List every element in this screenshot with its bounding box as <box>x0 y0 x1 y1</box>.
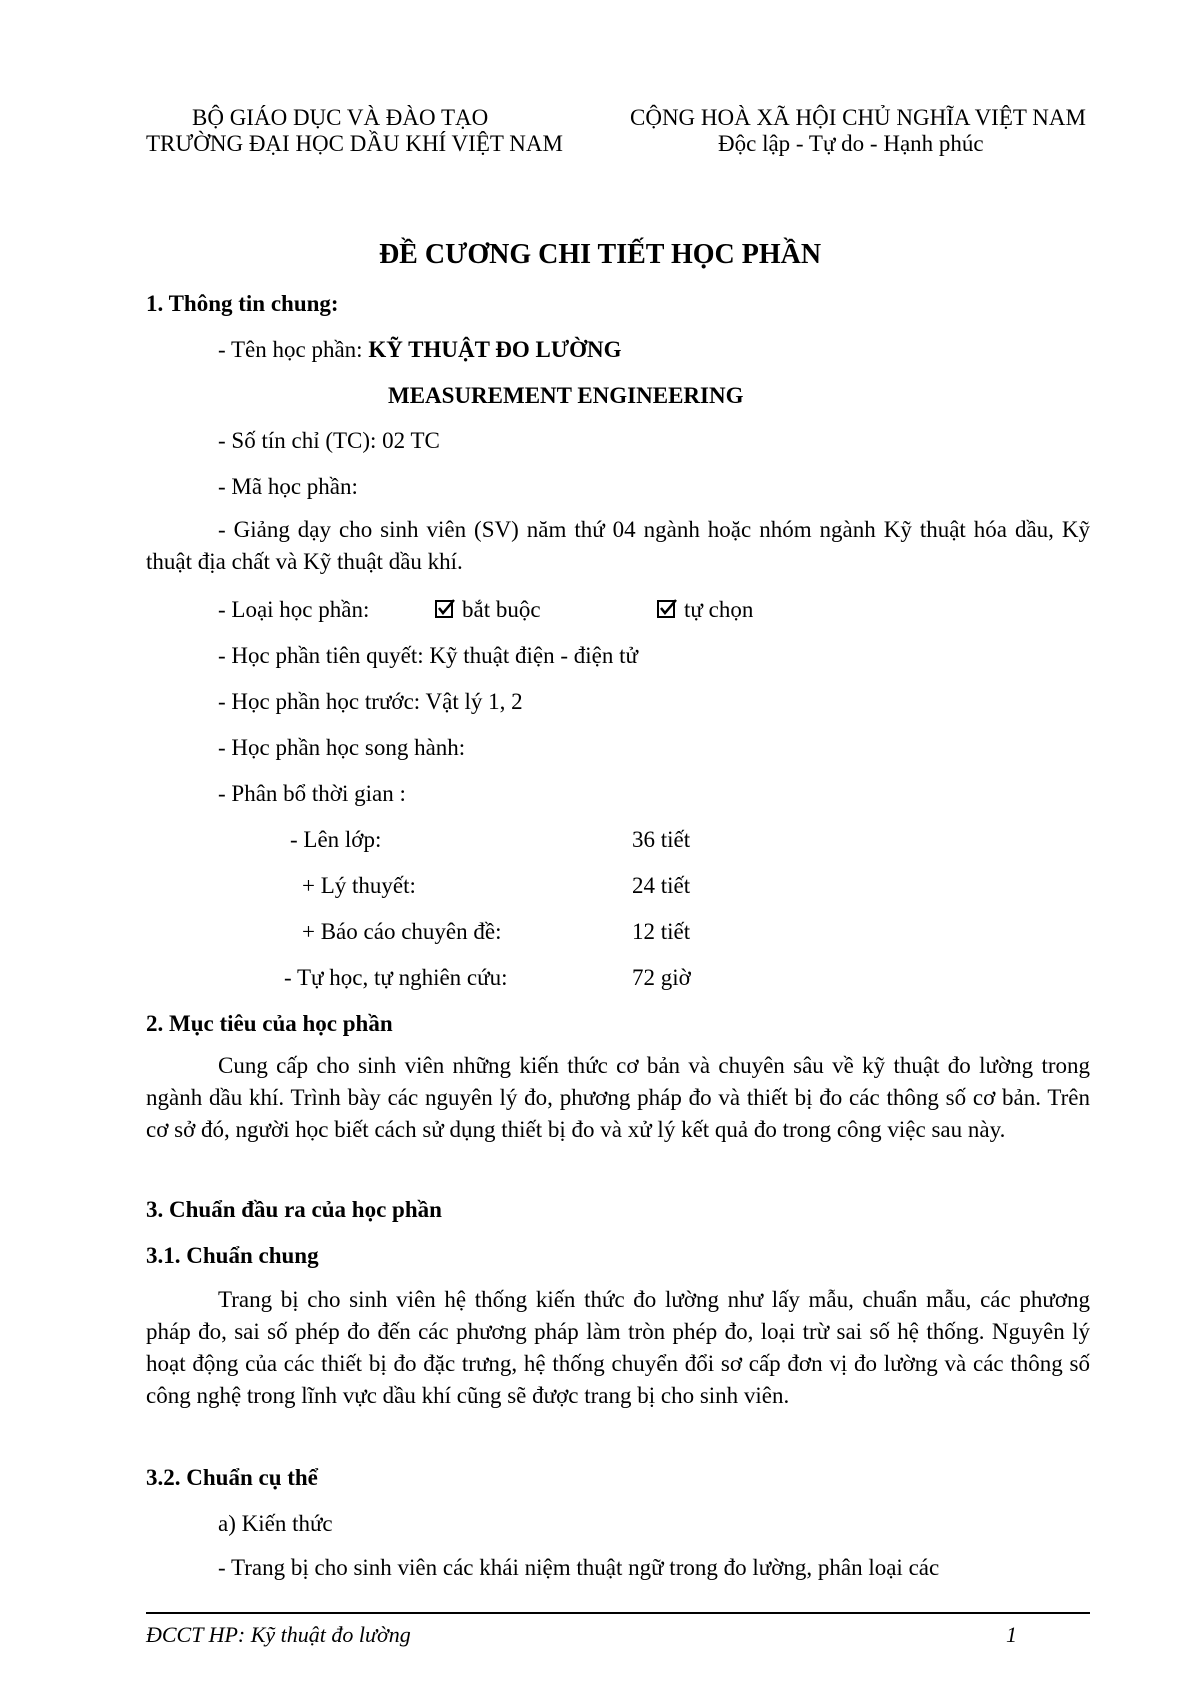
university-name: TRƯỜNG ĐẠI HỌC DẦU KHÍ VIỆT NAM <box>146 131 563 156</box>
parallel-course: - Học phần học song hành: <box>218 735 466 760</box>
checkbox-checked-icon <box>434 598 456 620</box>
course-code: - Mã học phần: <box>218 474 358 499</box>
audience-paragraph: - Giảng dạy cho sinh viên (SV) năm thứ 04 ngành hoặc nhóm ngành Kỹ thuật hóa dầu, Kỹ thuật địa chất và Kỹ thuật dầu khí. <box>146 517 1090 574</box>
course-type-elective-label: tự chọn <box>684 597 754 622</box>
course-name-label: - Tên học phần: <box>218 337 369 362</box>
footer-divider <box>146 1612 1090 1614</box>
prior-course: - Học phần học trước: Vật lý 1, 2 <box>218 689 523 714</box>
prerequisite: - Học phần tiên quyết: Kỹ thuật điện - điện tử <box>218 643 638 668</box>
course-type-required-label: bắt buộc <box>462 597 541 622</box>
national-motto: Độc lập - Tự do - Hạnh phúc <box>718 131 984 156</box>
ministry-name: BỘ GIÁO DỤC VÀ ĐÀO TẠO <box>192 105 489 130</box>
time-row-label: - Tự học, tự nghiên cứu: <box>284 965 508 990</box>
section-2-heading: 2. Mục tiêu của học phần <box>146 1011 393 1036</box>
course-name: KỸ THUẬT ĐO LƯỜNG <box>368 337 622 362</box>
time-row-value: 72 giờ <box>632 965 691 990</box>
course-name-en: MEASUREMENT ENGINEERING <box>388 383 744 408</box>
course-type-required <box>434 596 541 624</box>
course-type-label: - Loại học phần: <box>218 597 370 622</box>
knowledge-heading: a) Kiến thức <box>218 1511 333 1536</box>
time-row-label: + Lý thuyết: <box>302 873 416 898</box>
credits: - Số tín chỉ (TC): 02 TC <box>218 428 440 453</box>
page-number: 1 <box>1006 1622 1017 1647</box>
time-row-label: + Báo cáo chuyên đề: <box>302 919 502 944</box>
page-title: ĐỀ CƯƠNG CHI TIẾT HỌC PHẦN <box>378 239 822 270</box>
checkbox-checked-icon <box>656 598 678 620</box>
section-3-heading: 3. Chuẩn đầu ra của học phần <box>146 1197 442 1222</box>
section-1-heading: 1. Thông tin chung: <box>146 291 339 316</box>
time-row-value: 12 tiết <box>632 919 691 944</box>
footer-title: ĐCCT HP: Kỹ thuật đo lường <box>146 1622 411 1647</box>
section-3-2-heading: 3.2. Chuẩn cụ thể <box>146 1465 318 1490</box>
knowledge-first-line: - Trang bị cho sinh viên các khái niệm thuật ngữ trong đo lường, phân loại các <box>218 1555 940 1580</box>
time-row-value: 36 tiết <box>632 827 691 852</box>
time-row-label: - Lên lớp: <box>290 827 382 852</box>
section-2-body: Cung cấp cho sinh viên những kiến thức cơ bản và chuyên sâu về kỹ thuật đo lường trong ngành dầu khí. Trình bày các nguyên lý đo, phương pháp đo và thiết bị đo các thông số cơ bản. Trên cơ sở đó, người học biết cách sử dụng thiết bị đo và xử lý kết quả đo trong công việc sau này. <box>146 1053 1090 1142</box>
course-name-line <box>218 336 622 364</box>
section-3-1-body: Trang bị cho sinh viên hệ thống kiến thức đo lường như lấy mẫu, chuẩn mẫu, các phương pháp đo, sai số phép đo đến các phương pháp làm tròn phép đo, loại trừ sai số hệ thống. Nguyên lý hoạt động của các thiết bị đo đặc trưng, hệ thống chuyển đổi sơ cấp đơn vị đo lường và các thông số công nghệ trong lĩnh vực dầu khí cũng sẽ được trang bị cho sinh viên. <box>146 1287 1090 1408</box>
country-name: CỘNG HOÀ XÃ HỘI CHỦ NGHĨA VIỆT NAM <box>630 105 1086 130</box>
time-allocation-label: - Phân bổ thời gian : <box>218 781 406 806</box>
course-type-elective <box>656 596 753 624</box>
time-row-value: 24 tiết <box>632 873 691 898</box>
section-3-1-heading: 3.1. Chuẩn chung <box>146 1243 319 1268</box>
